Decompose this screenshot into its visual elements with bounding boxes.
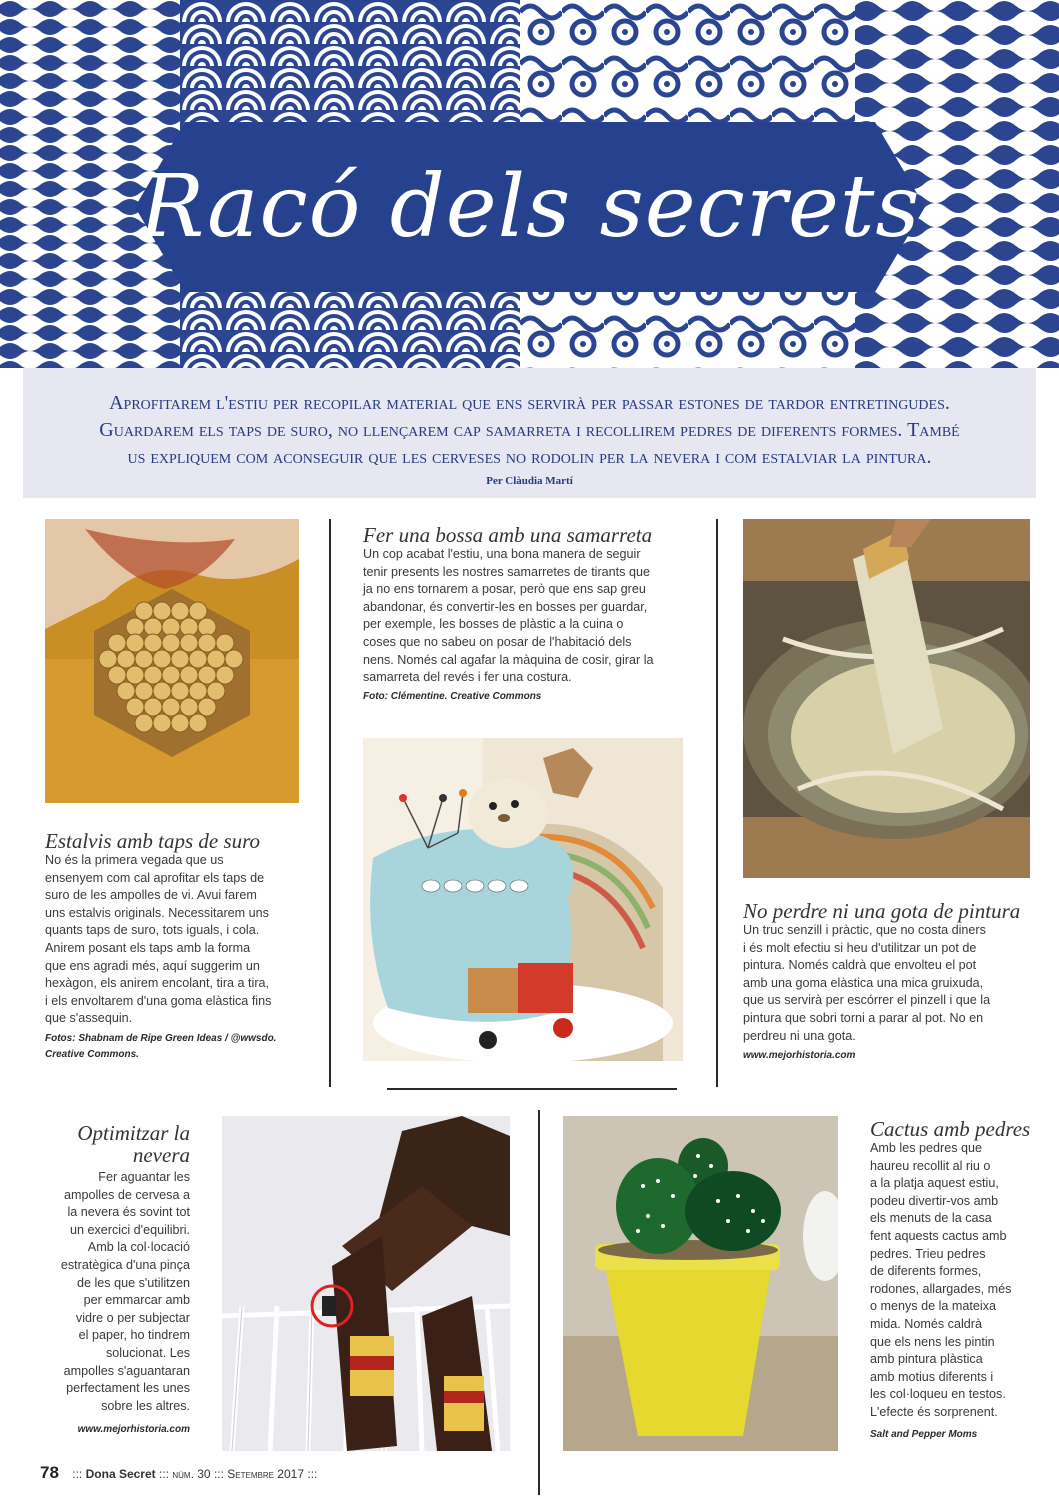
body-line: que us servirà per escórrer el pinzell i que la: [743, 993, 991, 1008]
intro-box: [23, 368, 1036, 498]
body-line: de diferents formes,: [870, 1264, 982, 1279]
body-line: pedres. Trieu pedres: [870, 1246, 986, 1261]
section-divider: [387, 1088, 677, 1090]
body-line: samarreta del revés i fer una costura.: [363, 670, 572, 685]
body-line: uns estalvis originals. Necessitarem uns: [45, 905, 269, 920]
article-title: Fer una bossa amb una samarreta: [363, 523, 653, 547]
body-line: fent aquests cactus amb: [870, 1228, 1007, 1243]
title-line: nevera: [132, 1143, 190, 1167]
article-title: Cactus amb pedres: [870, 1117, 1031, 1141]
credit-line: Fotos: Shabnam de Ripe Green Ideas / @wwsdo.: [45, 1033, 277, 1044]
body-line: amb pintura plàstica: [870, 1352, 983, 1367]
body-line: per emmarcar amb: [83, 1293, 190, 1308]
photo-credit: [45, 1031, 315, 1063]
body-line: vidre o per subjectar: [75, 1310, 190, 1325]
body-line: a la platja aquest estiu,: [870, 1176, 999, 1191]
body-line: pintura que sobri torni a parar al pot. No en: [743, 1010, 984, 1025]
author-byline: Per Clàudia Martí: [486, 475, 573, 487]
body-line: haureu recollit al riu o: [870, 1158, 991, 1173]
article-title: Estalvis amb taps de suro: [45, 829, 261, 853]
body-line: L'efecte és sorprenent.: [870, 1404, 998, 1419]
body-line: o menys de la mateixa: [870, 1299, 996, 1314]
title-line: Optimitzar la: [77, 1121, 190, 1145]
body-line: amb motius diferents i: [870, 1369, 994, 1384]
body-line: Fer aguantar les: [98, 1170, 190, 1184]
footer-separator: :::: [307, 1467, 318, 1481]
body-line: i és molt efectiu si heu d'utilitzar un pot de: [743, 940, 977, 955]
body-line: les col·loqueu en testos.: [870, 1387, 1006, 1402]
body-line: Anirem posant els taps amb la forma: [45, 940, 251, 955]
article-body: [25, 1169, 190, 1415]
column-divider: [329, 519, 331, 1087]
intro-line: us expliquem com aconseguir que les cerveses no rodolin per la nevera i com estalviar la pintura.: [127, 446, 932, 468]
issue-date: Setembre 2017: [227, 1467, 305, 1481]
column-divider: [716, 519, 718, 1087]
body-line: perdreu ni una gota.: [743, 1028, 856, 1043]
body-line: perfectament les unes: [66, 1381, 190, 1396]
photo-credit: www.mejorhistoria.com: [743, 1050, 856, 1061]
body-line: podeu divertir-vos amb: [870, 1193, 999, 1208]
body-line: coses que no sabeu on posar de l'habitació dels: [363, 634, 632, 649]
body-line: Un cop acabat l'estiu, una bona manera de seguir: [363, 547, 641, 561]
magazine-name: Dona Secret: [85, 1467, 156, 1481]
body-line: el paper, ho tindrem: [78, 1328, 190, 1343]
body-line: els menuts de la casa: [870, 1211, 992, 1226]
page-title: Racó dels secrets: [139, 157, 921, 257]
tshirt-bag-photo: [363, 738, 683, 1061]
body-line: i els envoltarem d'una goma elàstica fins: [45, 993, 272, 1008]
article-title: No perdre ni una gota de pintura: [743, 899, 1021, 923]
body-line: la nevera és sovint tot: [67, 1205, 190, 1220]
body-line: quants taps de suro, tots iguals, i cola.: [45, 923, 260, 938]
body-line: estratègica d'una pinça: [60, 1257, 190, 1272]
cactus-stones-photo: [563, 1116, 838, 1451]
column-divider: [538, 1110, 540, 1495]
body-line: ja no ens tornarem a posar, però que ens sap greu: [363, 582, 646, 597]
credit-line: Creative Commons.: [45, 1049, 139, 1060]
body-line: ampolles de cervesa a: [63, 1187, 190, 1202]
body-line: que els nens les pintin: [870, 1334, 995, 1349]
photo-credit: Salt and Pepper Moms: [870, 1429, 978, 1440]
body-line: que ens agradi més, aquí suggerim un: [45, 958, 260, 973]
photo-credit: Foto: Clémentine. Creative Commons: [363, 691, 542, 702]
body-line: Amb les pedres que: [870, 1141, 983, 1155]
cork-trivet-photo: [45, 519, 299, 803]
footer-separator: :::: [72, 1467, 83, 1481]
header-banner: [0, 0, 1059, 368]
paint-can-photo: [743, 519, 1030, 878]
fridge-bottles-photo: [222, 1116, 510, 1451]
body-line: pintura. Només caldrà que envolteu el pot: [743, 958, 977, 973]
footer-separator: :::: [159, 1467, 170, 1481]
body-line: abandonar, és convertir-les en bosses per guardar,: [363, 599, 648, 614]
body-line: un exercici d'equilibri.: [69, 1222, 190, 1237]
body-line: Amb la col·locació: [87, 1240, 190, 1255]
body-line: No és la primera vegada que us: [45, 853, 224, 867]
article-body: [363, 546, 693, 687]
photo-credit: www.mejorhistoria.com: [77, 1424, 190, 1435]
intro-line: Aprofitarem l'estiu per recopilar material que ens servirà per passar estones de tardor entretingudes.: [109, 392, 950, 414]
page-footer: [40, 1463, 317, 1483]
issue-number: núm. 30: [172, 1467, 211, 1481]
body-line: rodones, allargades, més: [870, 1281, 1012, 1296]
body-line: de les que s'utilitzen: [76, 1275, 190, 1290]
body-line: Un truc senzill i pràctic, que no costa diners: [743, 923, 986, 937]
article-body: [45, 852, 307, 1028]
body-line: hexàgon, els anirem encolant, tira a tira,: [45, 976, 270, 991]
page-number: 78: [40, 1463, 59, 1482]
body-line: mida. Només caldrà: [870, 1316, 982, 1331]
body-line: suro de les ampolles de vi. Avui farem: [45, 888, 257, 903]
body-line: nens. Només cal agafar la màquina de cosir, girar la: [363, 652, 654, 667]
article-body: [870, 1140, 1040, 1422]
body-line: que s'assequin.: [45, 1011, 133, 1026]
body-line: ampolles s'aguantaran: [63, 1363, 190, 1378]
intro-text: [63, 390, 996, 471]
article-title: [40, 1122, 190, 1166]
body-line: ensenyem com cal aprofitar els taps de: [45, 870, 265, 885]
body-line: sobre les altres.: [101, 1398, 190, 1413]
article-body: [743, 922, 1033, 1045]
body-line: solucionat. Les: [105, 1345, 190, 1360]
intro-line: Guardarem els taps de suro, no llençarem cap samarreta i recollirem pedres de diferents formes. També: [99, 419, 960, 441]
body-line: tenir presents les nostres samarretes de tirants que: [363, 564, 650, 579]
body-line: per exemple, les bosses de plàstic a la cuina o: [363, 617, 624, 632]
body-line: amb una goma elàstica una mica gruixuda,: [743, 975, 984, 990]
footer-separator: :::: [213, 1467, 224, 1481]
